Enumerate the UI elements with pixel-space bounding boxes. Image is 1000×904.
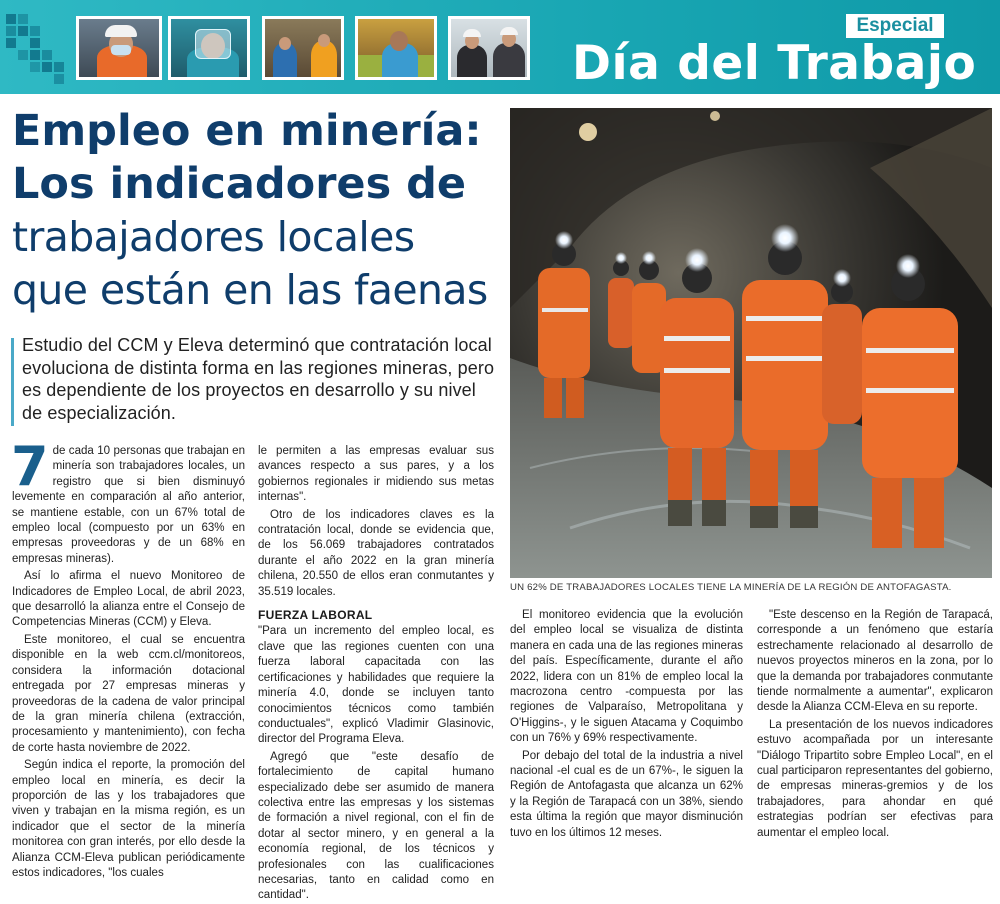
pixel-mosaic-decoration xyxy=(6,14,68,84)
article-column-2 xyxy=(258,444,494,904)
deck-accent-bar xyxy=(11,338,14,426)
photo-caption: UN 62% DE TRABAJADORES LOCALES TIENE LA MINERÍA DE LA REGIÓN DE ANTOFAGASTA. xyxy=(510,582,952,593)
article-column-1 xyxy=(11,435,245,881)
paragraph: Así lo afirma el nuevo Monitoreo de Indicadores de Empleo Local, de abril 2023, que desarrolló la alianza entre el Consejo de Competencias Mineras (CCM) y Eleva. xyxy=(12,570,245,629)
subheading-fuerza-laboral: FUERZA LABORAL xyxy=(258,608,373,623)
market-vendor-photo xyxy=(355,16,437,80)
paragraph: Este monitoreo, el cual se encuentra disponible en la web ccm.cl/monitoreos, considera la información dotacional entregada por 27 empresas mineras y proveedoras de la cadena de valor principal de la gran minería chilena (extracción, procesamiento y mantenimiento), con fecha de corte hasta noviembre de 2022. xyxy=(12,633,245,754)
section-header-band xyxy=(0,0,1000,94)
article-deck: Estudio del CCM y Eleva determinó que contratación local evoluciona de distinta forma en las regiones mineras, pero es dependiente de los proyectos en desarrollo y su nivel de especialización. xyxy=(22,335,495,423)
paragraph: le permiten a las empresas evaluar sus avances respecto a sus pares, y a los gobiernos regionales ir midiendo sus metas internas". xyxy=(258,445,494,504)
paragraph: Otro de los indicadores claves es la contratación local, donde se evidencia que, de los 56.069 trabajadores contratados durante el año 2022 en la gran minería chilena, 20.550 de ellos eran conmutantes y 35.519 locales. xyxy=(258,508,494,598)
headline-line-4: que están en las faenas xyxy=(12,266,488,314)
worker-with-mask-photo xyxy=(76,16,162,80)
paragraph: "Para un incremento del empleo local, es clave que las regiones cuenten con una fuerza laboral capacitada con las certificaciones y habilidades que requiere la minería 4.0, donde se incluyen tanto conocimientos técnicos como también conductuales", explicó Vladimir Glasinovic, director del Programa Eleva. xyxy=(258,625,494,746)
worker-with-face-shield-photo xyxy=(168,16,250,80)
article-column-3 xyxy=(510,608,743,841)
paragraph: de cada 10 personas que trabajan en minería son trabajadores locales, un registro que si bien disminuyó levemente en comparación al año anterior, se mantiene estable, con un 67% total de empleo local (compuesto por un 63% en empresas proveedoras y de un 68% en empresas mineras). xyxy=(12,445,245,565)
section-title: Día del Trabajo xyxy=(572,36,977,91)
paragraph: La presentación de los nuevos indicadores estuvo acompañada por un interesante "Diálogo Tripartito sobre Empleo Local", en el cual participaron representantes del gobierno, de empresas mineras-gremios y de los trabajadores, para ahondar en qué estrategias podrían ser efectivas para aumentar el empleo local. xyxy=(757,718,993,839)
headline-line-2: Los indicadores de xyxy=(12,159,467,209)
paragraph: Agregó que "este desafío de fortalecimiento de capital humano especializado debe ser asumido de manera colectiva entre las empresas y los sistemas de formación a nivel regional, con el fin de dotar al sector minero, y en general a la economía regional, de los técnicos y profesionales con las cualificaciones necesarias, tanto en calidad como en cantidad". xyxy=(258,750,494,902)
drop-cap: 7 xyxy=(11,435,49,498)
paragraph: Según indica el reporte, la promoción del empleo local en minería, es decir la proporción de las y los trabajadores que viven y trabajan en la misma región, es un indicador que el sector de la minería monitorea con gran interés, por ello desde la Alianza CCM-Eleva publican periódicamente estos indicadores, "los cuales xyxy=(12,759,245,879)
headline-line-1: Empleo en minería: xyxy=(12,106,482,156)
paragraph: "Este descenso en la Región de Tarapacá, corresponde a un fenómeno que estaría estrechamente relacionado al desarrollo de nuevos proyectos mineros en la zona, por lo que la demanda por trabajadores conmutante tiende normalmente a aumentar", explicaron desde la Alianza CCM-Eleva en su reporte. xyxy=(757,609,993,714)
paragraph: El monitoreo evidencia que la evolución del empleo local se visualiza de distinta manera en cada una de las regiones mineras del país. Específicamente, durante el año 2022, lidera con un 81% de empleo local la macrozona centro -compuesta por las regiones de Valparaíso, Metropolitana y O'Higgins-, y le siguen Atacama y Coquimbo con un 76% y 69% respectivamente. xyxy=(510,609,743,745)
special-badge: Especial xyxy=(846,14,944,38)
miners-in-tunnel-photo xyxy=(510,108,992,578)
article-column-4 xyxy=(757,608,993,841)
paragraph: Por debajo del total de la industria a nivel nacional -el cual es de un 67%-, le siguen la Región de Antofagasta que alcanza un 62% y la Región de Tarapacá con un 38%, siendo esta última la región que mayor disminución tuvo en los últimos 12 meses. xyxy=(510,749,743,839)
headline-line-3: trabajadores locales xyxy=(12,213,415,261)
miners-in-vests-photo xyxy=(262,16,344,80)
two-workers-photo xyxy=(448,16,530,80)
